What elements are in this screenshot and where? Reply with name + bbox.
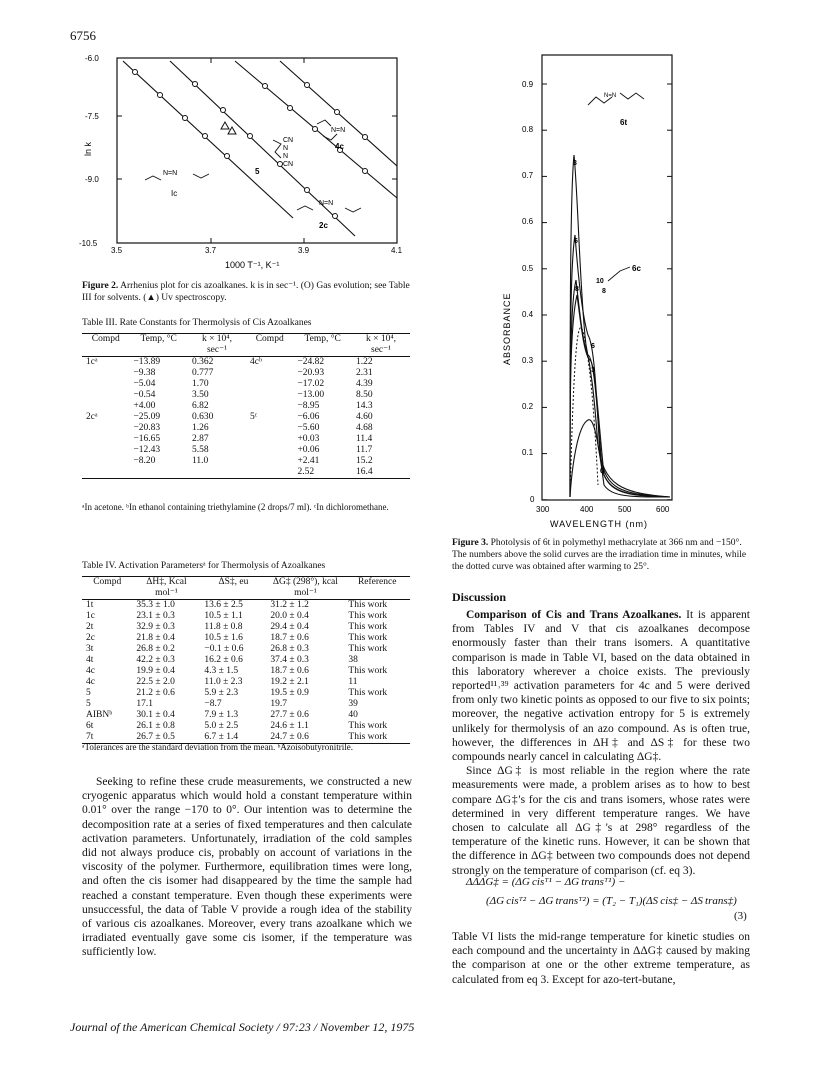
table3-cell <box>246 379 293 390</box>
table4-cell: 10.5 ± 1.6 <box>204 633 243 643</box>
table4-cell: 4.3 ± 1.5 <box>204 666 239 676</box>
atom-label: N=N <box>331 127 346 134</box>
y-tick-label: 0 <box>530 495 535 504</box>
table3-cell: +4.00 <box>133 401 156 411</box>
table3-cell: 11.4 <box>356 434 373 444</box>
table4-cell: 13.6 ± 2.5 <box>204 600 243 610</box>
atom-label: CN <box>283 137 294 144</box>
table4-cell: 22.5 ± 2.0 <box>136 677 175 687</box>
fit-lines <box>123 61 397 236</box>
table4-header: ΔH‡, Kcal mol⁻¹ <box>146 577 187 598</box>
table4-cell: 3t <box>86 644 94 654</box>
table4-cell: 19.5 ± 0.9 <box>270 688 309 698</box>
table3-cell <box>82 456 129 467</box>
table4-cell: 18.7 ± 0.6 <box>270 633 309 643</box>
atom-label: CN <box>283 161 294 168</box>
y-tick-label: 0.4 <box>522 310 534 319</box>
table3-cell: 11.7 <box>356 445 373 455</box>
table4-cell: 39 <box>348 699 358 709</box>
table4-cell: 27.7 ± 0.6 <box>270 710 309 720</box>
table3-cell: 4cᵇ <box>249 357 262 367</box>
table3-cell: 14.3 <box>356 401 373 411</box>
curve-label: 8 <box>602 288 606 295</box>
table3-cell <box>82 445 129 456</box>
curve-label: 3 <box>591 367 595 374</box>
table3-cell: −0.54 <box>133 390 156 400</box>
table3-cell: 6.82 <box>191 401 209 411</box>
table4-cell: 7.9 ± 1.3 <box>204 710 239 720</box>
table3-row <box>82 401 410 412</box>
table4-cell: This work <box>348 633 388 643</box>
table4-row <box>82 677 410 688</box>
plot-frame <box>117 58 397 243</box>
table4-cell: 23.1 ± 0.3 <box>136 611 175 621</box>
table4-header: Reference <box>357 577 397 587</box>
table3-cell: −9.38 <box>133 368 156 378</box>
y-tick-label: 0.6 <box>522 217 534 226</box>
table4-cell: 37.4 ± 0.3 <box>270 655 309 665</box>
table3-cell: 3.50 <box>191 390 209 400</box>
table3-header: Temp, °C <box>304 334 341 344</box>
table4-cell: 11.0 ± 2.3 <box>204 677 243 687</box>
table3-cell: 1.26 <box>191 423 209 433</box>
structure-drawings <box>145 120 361 212</box>
table3-cell: −8.95 <box>297 401 320 411</box>
table4-cell: 5 <box>86 699 91 709</box>
table4-cell: 11.8 ± 0.8 <box>204 622 243 632</box>
x-axis-label: WAVELENGTH (nm) <box>550 519 649 529</box>
table4-cell: 5 <box>86 688 91 698</box>
table4-cell: This work <box>348 688 388 698</box>
table3-cell: −13.89 <box>133 357 161 367</box>
table3-cell: 0.362 <box>191 357 214 367</box>
table4-cell: 2c <box>86 633 95 643</box>
curve-label: 6 <box>591 343 595 350</box>
table4-header: ΔS‡, eu <box>218 577 249 587</box>
table3-row <box>82 390 410 401</box>
table3-title: Table III. Rate Constants for Thermolysis of Cis Azoalkanes <box>82 318 312 328</box>
table3-cell <box>129 467 188 479</box>
x-tick-label: 4.1 <box>391 246 403 255</box>
table3-cell <box>246 467 293 479</box>
table3-row <box>82 467 410 479</box>
table4-cell: −8.7 <box>204 699 222 709</box>
x-tick-label: 500 <box>618 505 632 514</box>
table4-cell: 5.9 ± 2.3 <box>204 688 239 698</box>
table3-header: Temp, °C <box>140 334 177 344</box>
label-5: 5 <box>255 167 260 176</box>
y-tick-label: 0.8 <box>522 125 534 134</box>
table3-cell: 11.0 <box>191 456 209 466</box>
table3-cell <box>246 390 293 401</box>
table3-header: k × 10⁴, sec⁻¹ <box>201 334 232 355</box>
table4-cell: This work <box>348 666 388 676</box>
table4-cell: 35.3 ± 1.0 <box>136 600 175 610</box>
table3-row <box>82 412 410 423</box>
table3-cell: −13.00 <box>297 390 325 400</box>
table3-cell: +0.03 <box>297 434 320 444</box>
table3-cell <box>246 401 293 412</box>
table4-cell: 21.8 ± 0.4 <box>136 633 175 643</box>
atom-label: N <box>283 153 289 160</box>
table4-row <box>82 655 410 666</box>
table3-cell: 16.4 <box>356 467 373 477</box>
table4-cell: 40 <box>348 710 358 720</box>
table3-row <box>82 423 410 434</box>
left-column-text: Seeking to refine these crude measurements, we constructed a new cryogenic apparatus which would hold a constant temperature within 0.01° over the range −170 to 0°. Our intention was to determine the decomposition rate at a series of fixed temperatures and then calculate activation parameters. Unfortunately, irradiation of the cold samples did not always produce cis, probably on account of variations in the viscosity of the polymer. Furthermore, equilibration times were long, and often the cis isomer had disappeared by the time the sample had reached a constant temperature. Even though these experiments were unsuccessful, the data of Table V provide a rough idea of the stability of various cis azoalkanes. Moreover, every trans azoalkane which we irradiated eventually gave some cis isomer, if the temperature was sufficiently low. <box>82 776 412 959</box>
table4-cell: 42.2 ± 0.3 <box>136 655 175 665</box>
table3-cell: 2cᵃ <box>86 412 98 422</box>
table4-cell: 10.5 ± 1.1 <box>204 611 243 621</box>
table4-cell: 6t <box>86 721 94 731</box>
table4-cell: 5.0 ± 2.5 <box>204 721 239 731</box>
table4-cell: 7t <box>86 732 94 742</box>
table4-cell: 26.8 ± 0.3 <box>270 644 309 654</box>
table4-cell: 31.2 ± 1.2 <box>270 600 309 610</box>
y-ticks <box>117 58 397 243</box>
table3-cell <box>82 379 129 390</box>
table3-cell <box>246 423 293 434</box>
table3-cell: 4.68 <box>356 423 373 433</box>
table3-header: k × 10⁴, sec⁻¹ <box>365 334 397 355</box>
table4-header: ΔG‡ (298°), kcal mol⁻¹ <box>272 577 338 598</box>
table4-cell: 26.8 ± 0.2 <box>136 644 175 654</box>
table3-header: Compd <box>91 334 120 344</box>
section-heading: Discussion <box>452 590 507 604</box>
table3-row <box>82 434 410 445</box>
table3-cell: −16.65 <box>133 434 161 444</box>
table3-cell <box>82 467 129 479</box>
table4-cell: 24.6 ± 1.1 <box>270 721 309 731</box>
table4 <box>82 576 410 744</box>
table3-cell <box>82 368 129 379</box>
table3-cell <box>82 423 129 434</box>
table4-cell: 38 <box>348 655 358 665</box>
table4-cell: 19.9 ± 0.4 <box>136 666 175 676</box>
y-axis-label: ABSORBANCE <box>502 292 512 365</box>
table4-cell: 4c <box>86 666 95 676</box>
y-tick-label: 0.2 <box>522 402 534 411</box>
uv-points <box>221 122 236 134</box>
table3-cell: 1.22 <box>356 357 373 367</box>
table4-cell: 2t <box>86 622 94 632</box>
subsection-heading: Comparison of Cis and Trans Azoalkanes. <box>466 609 682 621</box>
table3-cell: +0.06 <box>297 445 320 455</box>
y-tick-label: 0.1 <box>522 448 534 457</box>
table4-cell: −0.1 ± 0.6 <box>204 644 244 654</box>
table3-row <box>82 456 410 467</box>
spectra-curves <box>570 155 670 497</box>
table3 <box>82 333 410 479</box>
table3-row <box>82 379 410 390</box>
y-tick-label: 0.9 <box>522 80 534 89</box>
table4-cell: This work <box>348 600 388 610</box>
table3-cell: −12.43 <box>133 445 161 455</box>
table3-cell: 4.39 <box>356 379 373 389</box>
table3-cell: 4.60 <box>356 412 373 422</box>
table4-header: Compd <box>93 577 122 587</box>
y-tick-label: -6.0 <box>85 54 99 63</box>
table4-row <box>82 710 410 721</box>
table3-header: Compd <box>255 334 284 344</box>
table4-cell: 29.4 ± 0.4 <box>270 622 309 632</box>
table3-footnote: ᵃIn acetone. ᵇIn ethanol containing triethylamine (2 drops/7 ml). ᶜIn dichloromethane. <box>82 502 389 512</box>
table4-row <box>82 633 410 644</box>
table4-cell: 24.7 ± 0.6 <box>270 732 309 742</box>
structure-drawings <box>588 93 644 281</box>
table4-cell: 6.7 ± 1.4 <box>204 732 239 742</box>
table3-cell: 15.2 <box>356 456 373 466</box>
label-6t: 6t <box>620 118 628 127</box>
table3-cell: −20.93 <box>297 368 325 378</box>
journal-footer: Journal of the American Chemical Society / 97:23 / November 12, 1975 <box>70 1020 415 1034</box>
table4-cell: 1c <box>86 611 95 621</box>
table3-cell <box>246 445 293 456</box>
table4-cell: 11 <box>348 677 358 687</box>
atom-label: N=N <box>604 93 617 99</box>
table4-cell: 26.1 ± 0.8 <box>136 721 175 731</box>
curve-label: 3 <box>573 160 577 167</box>
table4-row <box>82 644 410 655</box>
table4-cell: 4t <box>86 655 94 665</box>
table4-cell: 1t <box>86 600 94 610</box>
table4-cell: 19.7 <box>270 699 288 709</box>
table3-cell: −5.60 <box>297 423 320 433</box>
figure2-caption: Figure 2. Arrhenius plot for cis azoalkanes. k is in sec⁻¹. (O) Gas evolution; see Table III for solvents. (▲) Uv spectroscopy. <box>82 281 410 303</box>
table3-row <box>82 368 410 379</box>
atom-label: N <box>283 145 289 152</box>
label-6c: 6c <box>632 264 641 273</box>
table4-cell: 4c <box>86 677 95 687</box>
figure2-plot <box>75 48 415 283</box>
table3-cell: 5.58 <box>191 445 209 455</box>
table4-cell: This work <box>348 644 388 654</box>
table4-cell: 17.1 <box>136 699 154 709</box>
label-2c: 2c <box>319 221 328 230</box>
table4-row <box>82 622 410 633</box>
y-tick-label: -7.5 <box>85 112 99 121</box>
table3-cell <box>82 434 129 445</box>
y-tick-label: 0.5 <box>522 264 534 273</box>
x-tick-label: 3.7 <box>205 246 217 255</box>
atom-label: N=N <box>319 200 334 207</box>
table3-cell: 2.87 <box>191 434 209 444</box>
discussion-text: Comparison of Cis and Trans Azoalkanes. It is apparent from Tables IV and V that cis azoalkanes decompose enormously faster than their trans isomers. A quantitative comparison is made in Table VI, based on the data obtained in this laboratory wherever a choice exists. The previously reported¹¹˒³⁹ activation parameters for 4c and 5 were derived from only two kinetic points as opposed to our five to six points; moreover, the negative activation entropy for 5 is extremely unlikely for thermolysis of an azo compound. As is often true, however, the differences in ΔH‡ and ΔS‡ for these two compounds nearly cancel in calculating ΔG‡. Since ΔG‡ is most reliable in the region where the rate measurements were made, a problem arises as to how to best compare ΔG‡'s for the cis and trans isomers, whose rates were determined in very different temperature ranges. We have chosen to calculate all ΔG‡'s at 298° regardless of the temperature of the kinetic runs. However, it can be shown that the difference in ΔG‡ between two compounds does not depend strongly on the temperature of comparison (cf. eq 3). <box>452 609 750 877</box>
x-tick-label: 600 <box>656 505 670 514</box>
curve-label: 8 <box>575 286 579 293</box>
table3-row <box>82 445 410 456</box>
equation-line1: ΔΔΔG‡ = (ΔG cisᵀ¹ − ΔG transᵀ¹) − <box>466 876 626 888</box>
table3-cell: 2.31 <box>356 368 373 378</box>
table3-cell <box>246 434 293 445</box>
table4-row <box>82 699 410 710</box>
y-tick-label: 0.3 <box>522 356 534 365</box>
table4-row <box>82 611 410 622</box>
table3-cell: 0.630 <box>191 412 214 422</box>
table4-cell: This work <box>348 611 388 621</box>
figure3-caption: Figure 3. Photolysis of 6t in polymethyl methacrylate at 366 nm and −150°. The numbers above the solid curves are the irradiation time in minutes, while the dotted curve was obtained after warming to 25°. <box>452 538 747 572</box>
table4-row <box>82 666 410 677</box>
table4-cell: 20.0 ± 0.4 <box>270 611 309 621</box>
table4-cell: This work <box>348 622 388 632</box>
table3-cell: +2.41 <box>297 456 320 466</box>
table4-row <box>82 721 410 732</box>
table3-cell <box>82 401 129 412</box>
table3-cell <box>188 467 246 479</box>
table4-cell: 21.2 ± 0.6 <box>136 688 175 698</box>
table3-row <box>82 357 410 369</box>
table3-cell <box>82 390 129 401</box>
x-tick-label: 400 <box>580 505 594 514</box>
table4-row <box>82 600 410 612</box>
table4-title: Table IV. Activation Parametersᵃ for Thermolysis of Azoalkanes <box>82 561 326 571</box>
table3-cell: 0.777 <box>191 368 214 378</box>
table4-cell: 26.7 ± 0.5 <box>136 732 175 742</box>
x-tick-label: 300 <box>536 505 550 514</box>
y-tick-label: -10.5 <box>79 239 98 248</box>
table4-cell: 18.7 ± 0.6 <box>270 666 309 676</box>
y-axis-label: ln k <box>83 141 93 156</box>
table3-cell: −24.82 <box>297 357 325 367</box>
label-4c: 4c <box>335 142 344 151</box>
plot-frame <box>542 55 672 500</box>
discussion-text-cont: Table VI lists the mid-range temperature for kinetic studies on each compound and the uncertainty in ΔΔG‡ caused by making the comparison at one or the other extreme temperature, as calculated from eq 3. Except for azo-tert-butane, <box>452 931 750 986</box>
y-tick-label: -9.0 <box>85 175 99 184</box>
x-tick-label: 3.9 <box>298 246 310 255</box>
table3-cell: 8.50 <box>356 390 373 400</box>
label-1c: Ic <box>171 189 178 198</box>
table3-cell: 1cᵃ <box>86 357 98 367</box>
dotted-curve <box>570 328 598 497</box>
y-tick-label: 0.7 <box>522 171 534 180</box>
table3-cell: −25.09 <box>133 412 161 422</box>
table3-cell: −20.83 <box>133 423 161 433</box>
table3-cell <box>246 368 293 379</box>
curve-label: 0 <box>600 468 604 475</box>
curve-label: 10 <box>596 278 604 285</box>
table4-cell: 30.1 ± 0.4 <box>136 710 175 720</box>
table4-cell: 19.2 ± 2.1 <box>270 677 309 687</box>
figure3-plot <box>470 45 710 535</box>
gas-evolution-points <box>133 70 368 219</box>
table3-cell: 5ᶜ <box>249 412 258 422</box>
table3-cell: 1.70 <box>191 379 209 389</box>
table3-cell <box>246 456 293 467</box>
table4-cell: This work <box>348 732 388 742</box>
table3-cell: −17.02 <box>297 379 325 389</box>
table3-cell: −5.04 <box>133 379 156 389</box>
table4-cell: AIBNᵇ <box>86 710 113 720</box>
x-axis-label: 1000 T⁻¹, K⁻¹ <box>225 260 280 270</box>
table4-footnote: ᵃTolerances are the standard deviation from the mean. ᵇAzoisobutyronitrile. <box>82 742 354 752</box>
table4-cell: This work <box>348 721 388 731</box>
table4-cell: 16.2 ± 0.6 <box>204 655 243 665</box>
page-number: 6756 <box>70 28 96 43</box>
table3-cell: −8.20 <box>133 456 156 466</box>
curve-label: 6 <box>574 238 578 245</box>
table3-cell: 2.52 <box>297 467 315 477</box>
equation-number: (3) <box>734 910 747 922</box>
atom-label: N=N <box>163 170 178 177</box>
x-tick-label: 3.5 <box>111 246 123 255</box>
table4-row <box>82 688 410 699</box>
table4-cell: 32.9 ± 0.3 <box>136 622 175 632</box>
equation-line2: (ΔG cisᵀ² − ΔG transᵀ²) = (T₂ − T₁)(ΔS cis‡ − ΔS trans‡) <box>486 895 737 907</box>
table3-cell: −6.06 <box>297 412 320 422</box>
